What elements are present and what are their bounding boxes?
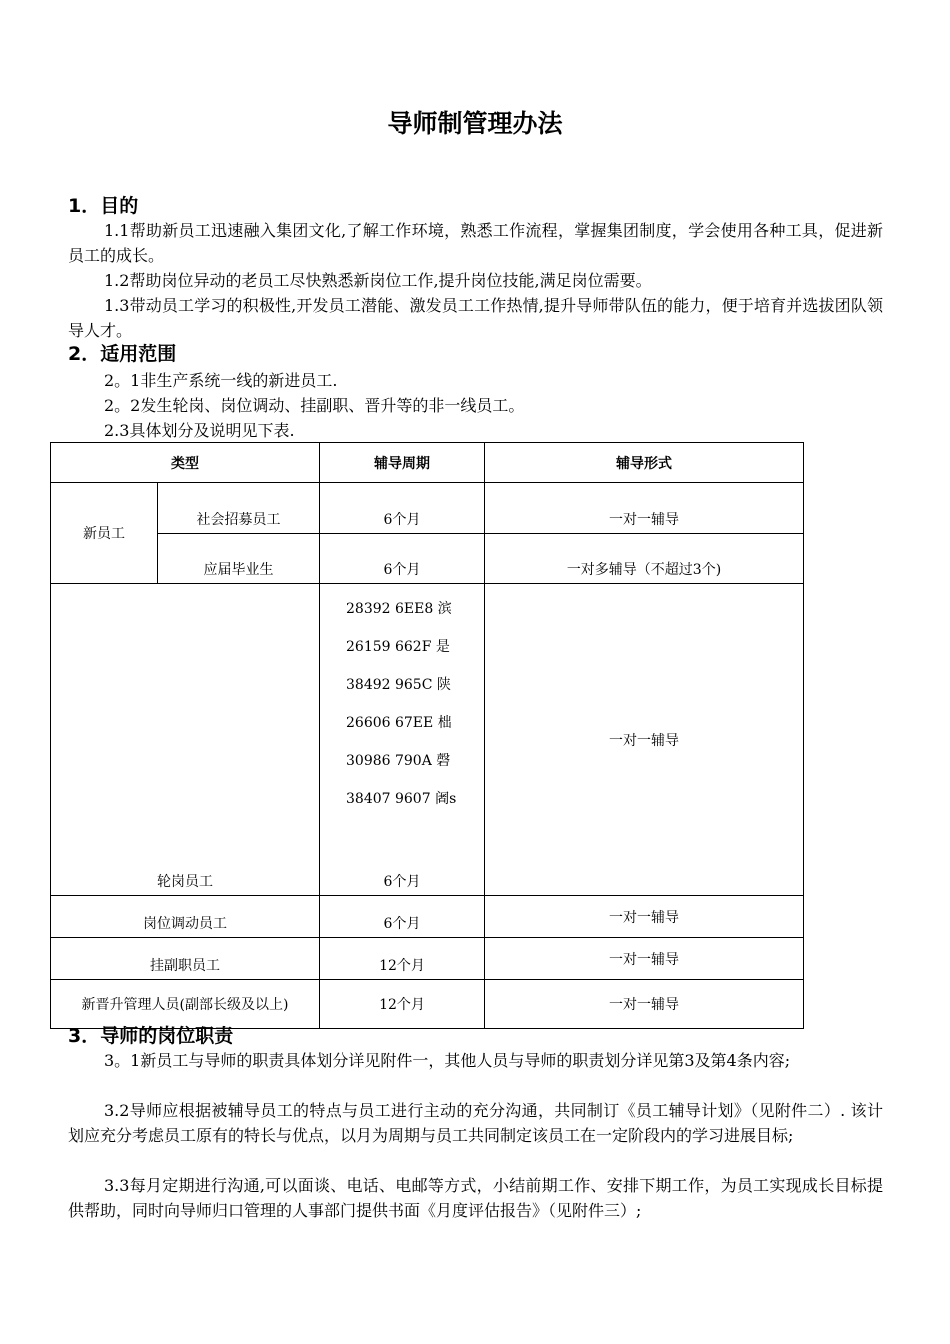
row-form: 一对一辅导 xyxy=(485,584,804,896)
row-form: 一对多辅导（不超过3个) xyxy=(485,534,804,584)
code-line: 26606 67EE 柮 xyxy=(346,715,452,731)
row-period-cell xyxy=(320,584,485,896)
row-period: 6个月 xyxy=(320,534,485,584)
section-3-heading: 3．导师的岗位职责 xyxy=(68,1025,234,1047)
header-period: 辅导周期 xyxy=(320,443,485,483)
row-type: 轮岗员工 xyxy=(51,584,320,896)
row-period: 6个月 xyxy=(320,483,485,534)
section-2-para-3: 2.3具体划分及说明见下表. xyxy=(104,421,295,440)
row-type: 挂副职员工 xyxy=(51,938,320,980)
row-period: 6个月 xyxy=(383,874,421,890)
table-row xyxy=(51,584,804,896)
header-form: 辅导形式 xyxy=(485,443,804,483)
table-row xyxy=(51,980,804,1029)
section-3-para-2: 3.2导师应根据被辅导员工的特点与员工进行主动的充分沟通，共同制订《员工辅导计划》（见附件二）. 该计划应充分考虑员工原有的特长与优点，以月为周期与员工共同制定该员工在一定阶段内的学习进展目标; xyxy=(68,1101,883,1145)
row-period: 12个月 xyxy=(320,980,485,1029)
row-type: 社会招募员工 xyxy=(158,483,320,534)
table-row xyxy=(51,896,804,938)
section-1-heading: 1．目的 xyxy=(68,195,139,217)
header-type: 类型 xyxy=(51,443,320,483)
row-form: 一对一辅导 xyxy=(485,483,804,534)
section-3-para-1: 3。1新员工与导师的职责具体划分详见附件一，其他人员与导师的职责划分详见第3及第4条内容; xyxy=(104,1051,791,1070)
section-3-para-3: 3.3每月定期进行沟通,可以面谈、电话、电邮等方式，小结前期工作、安排下期工作，为员工实现成长目标提供帮助，同时向导师归口管理的人事部门提供书面《月度评估报告》（见附件三）; xyxy=(68,1176,883,1220)
table-header-row xyxy=(51,443,804,483)
code-line: 26159 662F 是 xyxy=(346,639,450,655)
table-row xyxy=(51,534,804,584)
code-line: 28392 6EE8 滨 xyxy=(346,601,452,617)
row-type: 应届毕业生 xyxy=(158,534,320,584)
code-line: 38407 9607 阇s xyxy=(346,791,457,807)
section-1-para-1: 1.1帮助新员工迅速融入集团文化,了解工作环境，熟悉工作流程，掌握集团制度，学会使用各种工具，促进新员工的成长。 xyxy=(68,221,883,265)
section-2-para-1: 2。1非生产系统一线的新进员工. xyxy=(104,371,338,390)
section-2-para-2: 2。2发生轮岗、岗位调动、挂副职、晋升等的非一线员工。 xyxy=(104,396,525,415)
section-1-para-2: 1.2帮助岗位异动的老员工尽快熟悉新岗位工作,提升岗位技能,满足岗位需要。 xyxy=(104,271,652,290)
code-line: 38492 965C 陕 xyxy=(346,677,451,693)
row-type: 岗位调动员工 xyxy=(51,896,320,938)
code-line: 30986 790A 磬 xyxy=(346,753,451,769)
document-title: 导师制管理办法 xyxy=(387,109,563,138)
section-2-heading: 2．适用范围 xyxy=(68,343,177,365)
row-form: 一对一辅导 xyxy=(485,938,804,980)
table-row xyxy=(51,938,804,980)
row-form: 一对一辅导 xyxy=(485,980,804,1029)
coaching-table xyxy=(50,442,804,1029)
table-row xyxy=(51,483,804,534)
row-type: 新晋升管理人员(副部长级及以上) xyxy=(51,980,320,1029)
new-employee-group: 新员工 xyxy=(51,483,158,584)
row-period: 12个月 xyxy=(320,938,485,980)
row-period: 6个月 xyxy=(320,896,485,938)
section-1-para-3: 1.3带动员工学习的积极性,开发员工潜能、激发员工工作热情,提升导师带队伍的能力，便于培育并选拔团队领导人才。 xyxy=(68,296,883,340)
row-form: 一对一辅导 xyxy=(485,896,804,938)
